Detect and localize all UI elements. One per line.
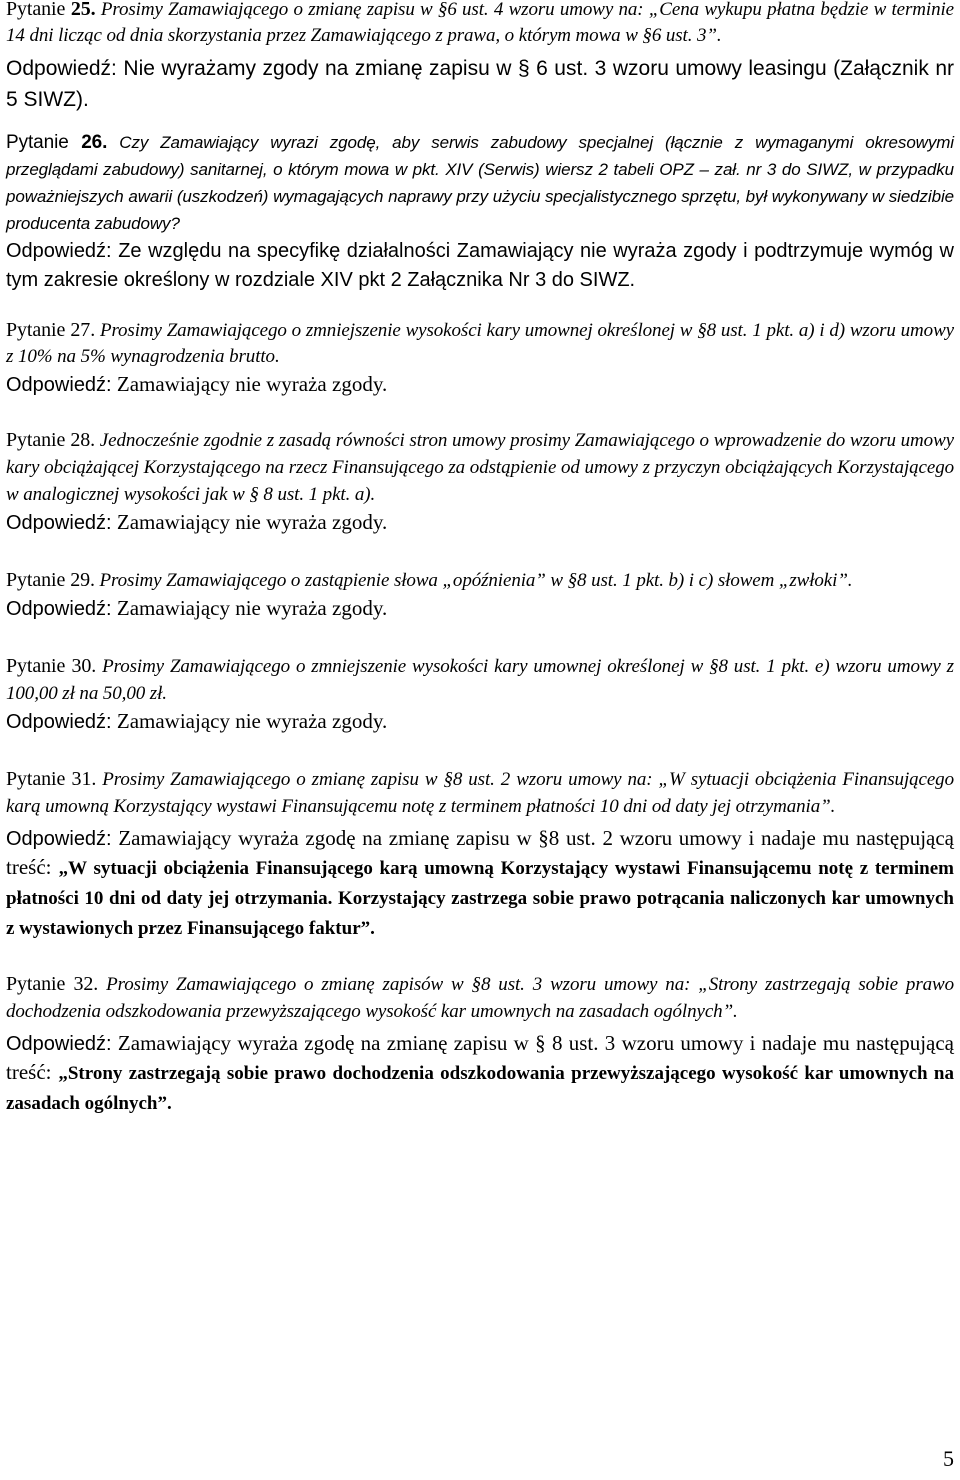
answer-text: Nie wyrażamy zgody na zmianę zapisu w § 6 ust. 3 wzoru umowy leasingu (Załącznik nr 5 SIWZ). bbox=[6, 57, 954, 111]
answer-label: Odpowiedź: bbox=[6, 1033, 112, 1055]
question-25 bbox=[6, 0, 954, 49]
question-text: Prosimy Zamawiającego o zmianę zapisu w §8 ust. 2 wzoru umowy na: „W sytuacji obciążenia Finansującego karą umowną Korzystający wystawi Finansującemu notę z terminem płatności 10 dni od daty jej otrzymania”. bbox=[6, 769, 954, 817]
answer-text: Zamawiający nie wyraża zgody. bbox=[111, 372, 388, 396]
question-text: Prosimy Zamawiającego o zmianę zapisu w §6 ust. 4 wzoru umowy na: „Cena wykupu płatna będzie w terminie 14 dni licząc od dnia skorzystania przez Zamawiającego z prawa, o którym mowa w §6 ust. 3”. bbox=[6, 0, 954, 46]
question-label: Pytanie bbox=[6, 319, 71, 341]
answer-text: Zamawiający wyraża zgodę na zmianę zapisu w §8 ust. 2 wzoru umowy i nadaje mu następującą treść: bbox=[6, 826, 954, 879]
question-block-26 bbox=[6, 129, 954, 295]
question-text: Jednocześnie zgodnie z zasadą równości stron umowy prosimy Zamawiającego o wprowadzenie do wzoru umowy kary obciążającej Korzystającego na rzecz Finansującego za odstąpienie od umowy z przyczyn obciążających Korzystającego w analogicznej wysokości jak w § 8 ust. 1 pkt. a). bbox=[6, 430, 954, 505]
question-block-25 bbox=[6, 0, 954, 115]
answer-label: Odpowiedź: bbox=[6, 711, 112, 733]
question-number: 26. bbox=[81, 132, 108, 153]
question-31 bbox=[6, 766, 954, 820]
answer-label: Odpowiedź: bbox=[6, 598, 112, 620]
answer-text: Ze względu na specyfikę działalności Zamawiający nie wyraża zgody i podtrzymuje wymóg w tym zakresie określony w rozdziale XIV pkt 2 Załącznika Nr 3 do SIWZ. bbox=[6, 240, 954, 291]
question-block-29 bbox=[6, 567, 954, 623]
answer-text: Zamawiający nie wyraża zgody. bbox=[111, 510, 388, 534]
answer-26 bbox=[6, 237, 954, 295]
question-number: 25. bbox=[70, 0, 96, 20]
question-number: 32. bbox=[73, 973, 99, 995]
answer-25 bbox=[6, 53, 954, 115]
question-label: Pytanie bbox=[6, 768, 72, 790]
question-text: Prosimy Zamawiającego o zmianę zapisów w §8 ust. 3 wzoru umowy na: „Strony zastrzegają sobie prawo dochodzenia odszkodowania przewyższającego wysokość kar umownych na zasadach ogólnych”. bbox=[6, 974, 955, 1022]
answer-27 bbox=[6, 370, 954, 399]
answer-32 bbox=[6, 1029, 954, 1118]
question-30 bbox=[6, 653, 954, 707]
answer-31 bbox=[6, 824, 954, 943]
question-block-27 bbox=[6, 317, 954, 399]
answer-text: Zamawiający nie wyraża zgody. bbox=[111, 709, 388, 733]
question-number: 30. bbox=[71, 655, 97, 677]
answer-quote: „Strony zastrzegają sobie prawo dochodzenia odszkodowania przewyższającego wysokość kar umownych na zasadach ogólnych”. bbox=[6, 1063, 955, 1114]
question-27 bbox=[6, 317, 954, 370]
answer-30 bbox=[6, 707, 954, 736]
question-28 bbox=[6, 427, 954, 508]
question-number: 29. bbox=[70, 569, 95, 591]
answer-text: Zamawiający nie wyraża zgody. bbox=[111, 596, 388, 620]
answer-28 bbox=[6, 508, 954, 537]
answer-label: Odpowiedź: bbox=[6, 828, 112, 850]
question-label: Pytanie bbox=[6, 973, 74, 995]
question-label: Pytanie bbox=[6, 0, 71, 20]
question-label: Pytanie bbox=[6, 655, 72, 677]
question-number: 28. bbox=[70, 429, 96, 451]
question-text: Prosimy Zamawiającego o zmniejszenie wysokości kary umownej określonej w §8 ust. 1 pkt. a) i d) wzoru umowy z 10% na 5% wynagrodzenia brutto. bbox=[6, 320, 954, 367]
question-29 bbox=[6, 567, 954, 594]
question-block-31 bbox=[6, 766, 954, 943]
answer-quote: „W sytuacji obciążenia Finansującego karą umowną Korzystający wystawi Finansującemu notę z terminem płatności 10 dni od daty jej otrzymania. Korzystający zastrzega sobie prawo potrącania naliczonych kar umownych z wystawionych przez Finansującego faktur”. bbox=[6, 858, 954, 939]
question-text: Prosimy Zamawiającego o zmniejszenie wysokości kary umownej określonej w §8 ust. 1 pkt. e) wzoru umowy z 100,00 zł na 50,00 zł. bbox=[6, 656, 954, 704]
question-block-32 bbox=[6, 971, 954, 1118]
question-32 bbox=[6, 971, 954, 1025]
question-text: Czy Zamawiający wyrazi zgodę, aby serwis zabudowy specjalnej (łącznie z wymaganymi okresowymi przeglądami zabudowy) sanitarnej, o którym mowa w pkt. XIV (Serwis) wiersz 2 tabeli OPZ – zał. nr 3 do SIWZ, w przypadku poważniejszych awarii (uszkodzeń) wymagających naprawy przy użyciu specjalistycznego sprzętu, był wykonywany w siedzibie producenta zabudowy? bbox=[6, 133, 954, 233]
question-number: 27. bbox=[70, 319, 96, 341]
question-label: Pytanie bbox=[6, 429, 71, 451]
question-label: Pytanie bbox=[6, 569, 71, 591]
page-number: 5 bbox=[943, 1446, 954, 1471]
question-block-28 bbox=[6, 427, 954, 537]
question-number: 31. bbox=[71, 768, 97, 790]
question-text: Prosimy Zamawiającego o zastąpienie słowa „opóźnienia” w §8 ust. 1 pkt. b) i c) słowem „zwłoki”. bbox=[94, 570, 853, 591]
answer-29 bbox=[6, 594, 954, 623]
answer-label: Odpowiedź: bbox=[6, 57, 117, 80]
answer-label: Odpowiedź: bbox=[6, 240, 112, 262]
question-block-30 bbox=[6, 653, 954, 736]
answer-label: Odpowiedź: bbox=[6, 512, 112, 534]
question-label: Pytanie bbox=[6, 132, 82, 153]
question-26 bbox=[6, 129, 954, 237]
answer-label: Odpowiedź: bbox=[6, 374, 112, 396]
answer-text: Zamawiający wyraża zgodę na zmianę zapisu w § 8 ust. 3 wzoru umowy i nadaje mu następującą treść: bbox=[6, 1031, 954, 1084]
